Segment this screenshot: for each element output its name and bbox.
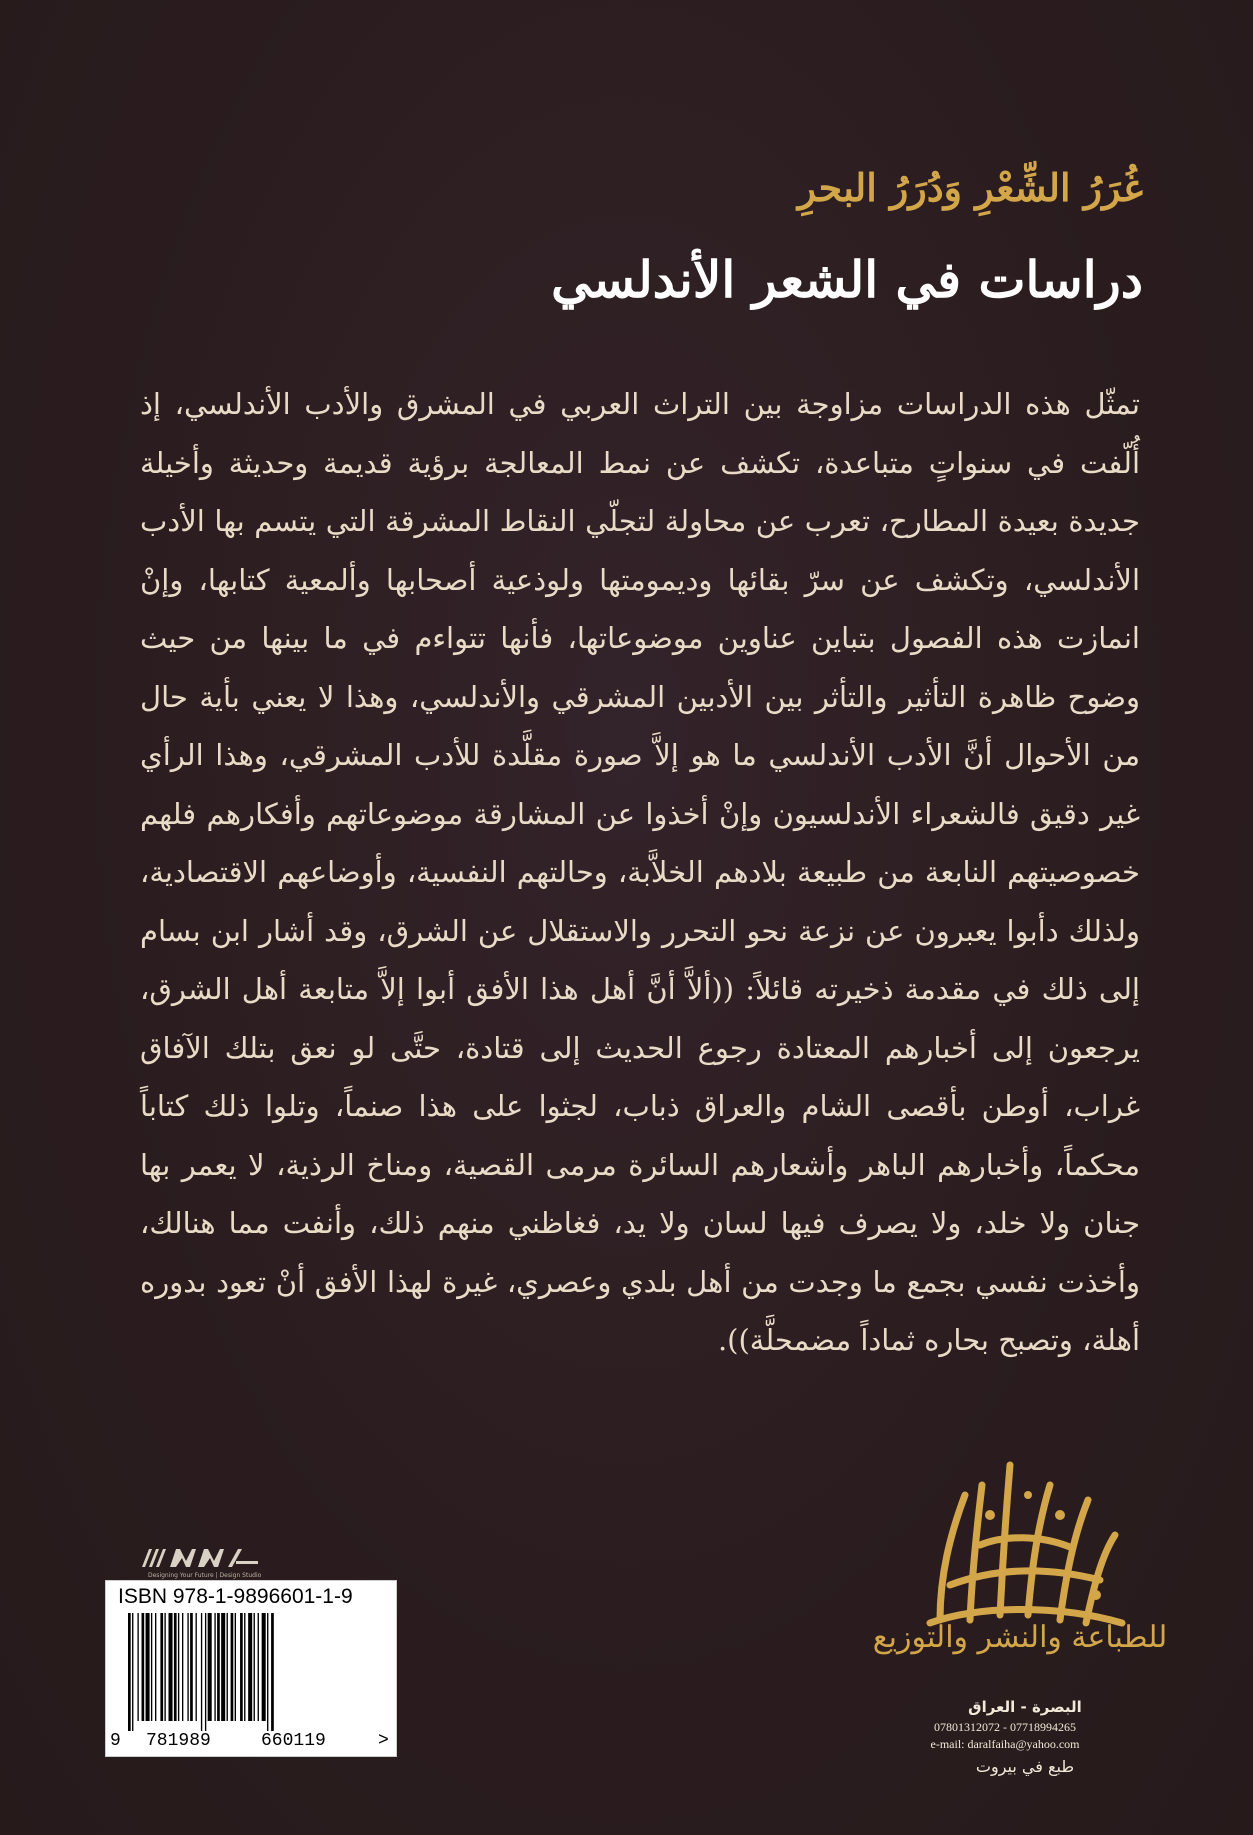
book-subtitle: غُرَرُ الشِّعْرِ وَدُرَرُ البحرِ [797,165,1143,210]
barcode-bar [196,1613,197,1721]
isbn-barcode [105,1580,397,1757]
barcode-bar [267,1613,268,1731]
barcode-bar [178,1613,179,1721]
barcode-bar [182,1613,183,1721]
publisher-email: e-mail: daralfaiha@yahoo.com [930,1737,1080,1751]
barcode-bar [128,1613,131,1731]
barcode-bar [227,1613,228,1721]
barcode-bar [214,1613,215,1721]
barcode-bar [221,1613,225,1721]
barcode-bar [146,1613,150,1721]
barcode-bar [248,1613,252,1721]
barcode-bar [217,1613,220,1721]
designer-tagline: Designing Your Future | Design Studio [148,1572,262,1579]
barcode-bar [187,1613,188,1721]
barcode-bar [164,1613,165,1721]
barcode-bar [155,1613,156,1721]
publisher-phones: 07801312072 - 07718994265 [934,1720,1076,1734]
barcode-bar [235,1613,236,1721]
barcode-bar [201,1613,202,1731]
barcode-bar [271,1613,274,1731]
book-title: دراسات في الشعر الأندلسي [551,250,1143,309]
blurb-paragraph: تمثّل هذه الدراسات مزاوجة بين التراث العربي في المشرق والأدب الأندلسي، إذ أُلّفت في سنواتٍ متباعدة، تكشف عن نمط المعالجة برؤية قديمة وحديثة وأخيلة جديدة بعيدة المطارح، تعرب عن محاولة لتجلّي النقاط المشرقة التي يتسم بها الأدب الأندلسي، وتكشف عن سرّ بقائها وديمومتها ولوذعية أصحابها وألمعية كتابها، وإنْ انمازت هذه الفصول بتباين عناوين موضوعاتها، فأنها تتواءم في ما بينها من حيث وضوح ظاهرة التأثير والتأثر بين الأدبين المشرقي والأندلسي، وهذا لا يعني بأية حال من الأحوال أنَّ الأدب الأندلسي ما هو إلاَّ صورة مقلَّدة للأدب المشرقي، وهذا الرأي غير دقيق فالشعراء الأندلسيون وإنْ أخذوا عن المشارقة موضوعاتهم وأفكارهم فلهم خصوصيتهم النابعة من طبيعة بلادهم الخلاَّبة، وحالتهم النفسية، وأوضاعهم الاقتصادية، ولذلك دأبوا يعبرون عن نزعة نحو التحرر والاستقلال عن الشرق، وقد أشار ابن بسام إلى ذلك في مقدمة ذخيرته قائلاً: ((ألاَّ أنَّ أهل هذا الأفق أبوا إلاَّ متابعة أهل الشرق، يرجعون إلى أخبارهم المعتادة رجوع الحديث إلى قتادة، حتَّى لو نعق بتلك الآفاق غراب، أوطن بأقصى الشام والعراق ذباب، لجثوا على هذا صنماً، وتلوا ذلك كتاباً محكماً، وأخبارهم الباهر وأشعارهم السائرة مرمى القصية، ومناخ الرذية، لا يعمر بها جنان ولا خلد، ولا يصرف فيها لسان ولا يد، فغاظني منهم ذلك، وأنفت مما هنالك، وأخذت نفسي بجمع ما وجدت من أهل بلدي وعصري، غيرة لهذا الأفق أنْ تعود بدوره أهلة، وتصبح بحاره ثماداً مضمحلَّة)). [140,387,1140,1357]
printed-in: طبع في بيروت [975,1757,1075,1776]
barcode-bar [142,1613,145,1721]
barcode-bar [160,1613,163,1721]
isbn-number: ISBN 978-1-9896601-1-9 [118,1585,353,1608]
barcode-bar [240,1613,243,1721]
ornamental-calligraphy-logo-icon [910,1455,1130,1635]
barcode-bar [151,1613,152,1721]
barcode-end-mark: > [378,1731,389,1751]
barcode-bar [190,1613,193,1721]
barcode-bar [231,1613,234,1721]
designer-logo [140,1545,310,1583]
barcode-bar [169,1613,173,1721]
barcode-bar [254,1613,255,1721]
barcode-bar [137,1613,138,1721]
barcode-bar [258,1613,259,1721]
barcode-digit-first: 9 [110,1731,121,1751]
barcode-bar [132,1613,133,1731]
barcode-bars [128,1613,378,1733]
barcode-bar [205,1613,206,1731]
barcode-bar [262,1613,266,1721]
barcode-digits-right: 660119 [261,1731,326,1751]
design-studio-logo-icon [140,1545,260,1571]
barcode-bar [208,1613,212,1721]
barcode-bar [244,1613,245,1721]
publisher-tagline: للطباعة والنشر والتوزيع [872,1620,1168,1655]
barcode-bar [174,1613,177,1721]
blurb-text [140,375,1140,1370]
barcode-digits-left: 781989 [146,1731,211,1751]
publisher-logo [870,1455,1170,1705]
publisher-city: البصرة - العراق [968,1698,1082,1716]
